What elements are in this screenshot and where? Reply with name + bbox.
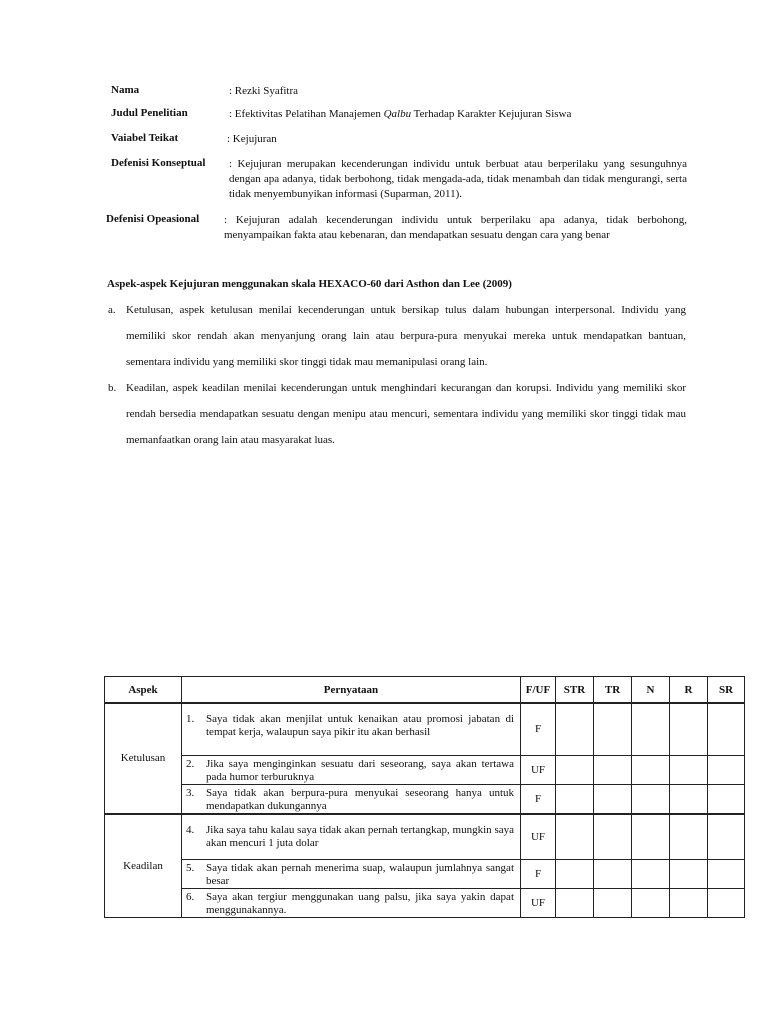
nama-label: Nama <box>111 84 140 96</box>
rating-cell-tr[interactable] <box>594 889 632 918</box>
rating-cell-r[interactable] <box>670 703 708 755</box>
header-tr: TR <box>594 677 632 704</box>
rating-cell-n[interactable] <box>632 889 670 918</box>
table-row <box>105 784 745 814</box>
statement-number: 4. <box>186 823 195 836</box>
aspects-heading: Aspek-aspek Kejujuran menggunakan skala HEXACO-60 dari Asthon dan Lee (2009) <box>107 278 512 290</box>
rating-cell-tr[interactable] <box>594 755 632 784</box>
table-row <box>105 889 745 918</box>
rating-cell-sr[interactable] <box>708 814 745 860</box>
statement-text: Saya tidak akan pernah menerima suap, walaupun jumlahnya sangat besar <box>206 862 514 887</box>
statement-cell <box>182 889 521 918</box>
fuf-cell: UF <box>521 755 556 784</box>
list-item-text: Keadilan, aspek keadilan menilai kecenderungan untuk menghindari kecurangan dan korupsi. Individu yang memiliki skor rendah bersedia mendapatkan sesuatu dengan menipu atau mencuri, sementara individu yang memiliki skor tinggi tidak mau memanfaatkan orang lain atau masyarakat luas. <box>126 382 686 446</box>
nama-value: : Rezki Syafitra <box>229 85 299 97</box>
header-n: N <box>632 677 670 704</box>
header-fuf: F/UF <box>521 677 556 704</box>
rating-cell-sr[interactable] <box>708 860 745 889</box>
statement-text: Jika saya tahu kalau saya tidak akan pernah tertangkap, mungkin saya akan mencuri 1 juta dolar <box>206 823 514 849</box>
fuf-cell: F <box>521 703 556 755</box>
header-pernyataan: Pernyataan <box>182 677 521 704</box>
list-marker: b. <box>108 382 117 394</box>
statement-cell <box>182 703 521 755</box>
statement-number: 5. <box>186 862 195 874</box>
konseptual-value: : Kejujuran merupakan kecenderungan individu untuk berbuat atau berperilaku yang sesunguhnya dengan apa adanya, tidak berbohong, tidak mengada-ada, tidak menambah dan tidak mengurangi, serta tidak menyembunyikan informasi (Suparman, 2011). <box>229 158 687 200</box>
rating-cell-str[interactable] <box>556 889 594 918</box>
statement-number: 2. <box>186 757 195 770</box>
list-marker: a. <box>108 304 116 316</box>
statement-text: Saya tidak akan berpura-pura menyukai seseorang hanya untuk mendapatkan dukungannya <box>206 786 514 812</box>
aspect-cell: Ketulusan <box>105 703 182 814</box>
rating-cell-n[interactable] <box>632 755 670 784</box>
table-row <box>105 860 745 889</box>
rating-cell-r[interactable] <box>670 755 708 784</box>
header-sr: SR <box>708 677 745 704</box>
rating-cell-r[interactable] <box>670 814 708 860</box>
table-row <box>105 755 745 784</box>
statement-number: 1. <box>186 713 195 725</box>
list-item-text: Ketulusan, aspek ketulusan menilai kecenderungan untuk bersikap tulus dalam hubungan interpersonal. Individu yang memiliki skor rendah akan menyanjung orang lain atau berpura-pura menyukai mereka untuk mendapatkan bantuan, sementara individu yang memiliki skor tinggi tidak mau memanipulasi orang lain. <box>126 304 686 368</box>
rating-cell-str[interactable] <box>556 860 594 889</box>
fuf-cell: F <box>521 784 556 814</box>
judul-value <box>229 107 571 122</box>
operasional-label: Defenisi Opeasional <box>106 213 200 225</box>
rating-cell-tr[interactable] <box>594 814 632 860</box>
rating-cell-tr[interactable] <box>594 784 632 814</box>
list-item <box>108 375 686 453</box>
rating-cell-sr[interactable] <box>708 889 745 918</box>
rating-cell-n[interactable] <box>632 860 670 889</box>
aspect-cell: Keadilan <box>105 814 182 918</box>
judul-value-italic: Qalbu <box>383 108 412 120</box>
rating-cell-str[interactable] <box>556 814 594 860</box>
judul-label: Judul Penelitian <box>111 107 188 119</box>
rating-cell-sr[interactable] <box>708 755 745 784</box>
statement-text: Saya akan tergiur menggunakan uang palsu, jika saya yakin dapat menggunakannya. <box>206 891 514 916</box>
konseptual-label: Defenisi Konseptual <box>111 157 206 169</box>
statement-cell <box>182 860 521 889</box>
statement-cell <box>182 755 521 784</box>
statement-text: Saya tidak akan menjilat untuk kenaikan atau promosi jabatan di tempat kerja, walaupun saya pikir itu akan berhasil <box>206 713 514 738</box>
rating-cell-n[interactable] <box>632 784 670 814</box>
judul-value-end: Terhadap Karakter Kejujuran Siswa <box>411 108 572 120</box>
fuf-cell: F <box>521 860 556 889</box>
table-header-row <box>105 677 745 704</box>
statement-text: Jika saya menginginkan sesuatu dari seseorang, saya akan tertawa pada humor terburuknya <box>206 757 514 783</box>
table-row <box>105 703 745 755</box>
variabel-label: Vaiabel Teikat <box>111 132 179 144</box>
rating-cell-str[interactable] <box>556 755 594 784</box>
header-r: R <box>670 677 708 704</box>
rating-cell-n[interactable] <box>632 703 670 755</box>
header-aspek: Aspek <box>105 677 182 704</box>
rating-cell-r[interactable] <box>670 889 708 918</box>
list-item <box>108 297 686 375</box>
rating-cell-n[interactable] <box>632 814 670 860</box>
rating-cell-tr[interactable] <box>594 703 632 755</box>
judul-value-start: : Efektivitas Pelatihan Manajemen <box>229 108 384 120</box>
statement-cell <box>182 814 521 860</box>
rating-cell-sr[interactable] <box>708 703 745 755</box>
fuf-cell: UF <box>521 814 556 860</box>
statement-number: 3. <box>186 786 195 799</box>
rating-cell-tr[interactable] <box>594 860 632 889</box>
rating-cell-str[interactable] <box>556 703 594 755</box>
header-str: STR <box>556 677 594 704</box>
statement-cell <box>182 784 521 814</box>
variabel-value: : Kejujuran <box>227 133 277 145</box>
rating-cell-sr[interactable] <box>708 784 745 814</box>
fuf-cell: UF <box>521 889 556 918</box>
table-row <box>105 814 745 860</box>
operasional-value: : Kejujuran adalah kecenderungan individu untuk berperilaku apa adanya, tidak berbohong, menyampaikan fakta atau kebenaran, dan mendapatkan sesuatu dengan cara yang benar <box>224 214 687 241</box>
statement-number: 6. <box>186 891 195 903</box>
rating-cell-r[interactable] <box>670 784 708 814</box>
rating-cell-str[interactable] <box>556 784 594 814</box>
questionnaire-table <box>104 676 745 918</box>
rating-cell-r[interactable] <box>670 860 708 889</box>
